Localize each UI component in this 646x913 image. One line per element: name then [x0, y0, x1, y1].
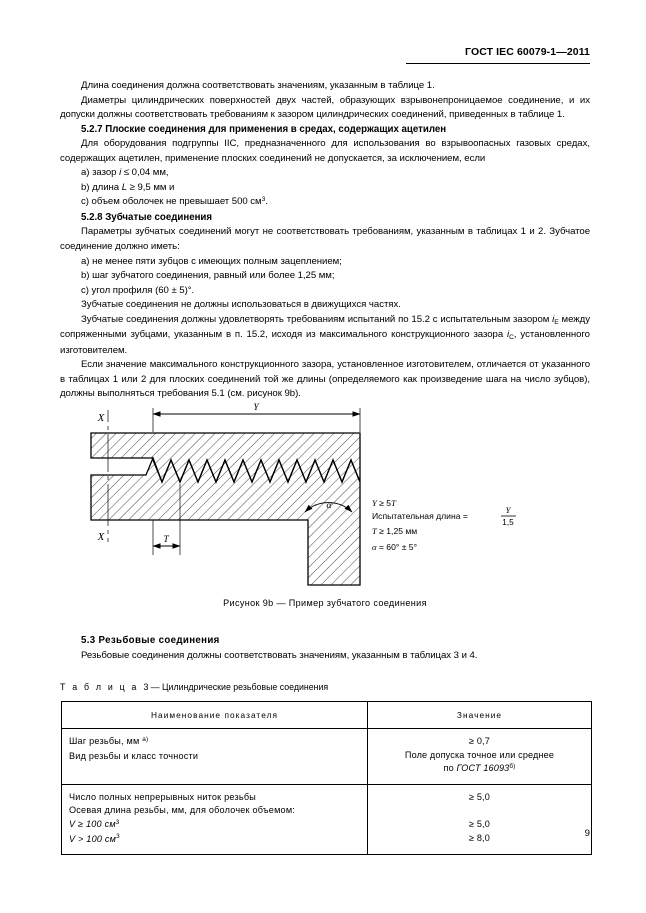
variable-i: i — [119, 167, 122, 179]
variable-i-c: i — [507, 329, 510, 341]
svg-text:T ≥ 1,25 мм: T ≥ 1,25 мм — [372, 526, 418, 536]
page-number: 9 — [584, 828, 590, 839]
table-header-row — [62, 702, 592, 729]
paragraph-1: Длина соединения должна соответствовать значениям, указанным в таблице 1. — [81, 80, 435, 91]
table-cell-name — [62, 729, 368, 785]
table-cell-name — [62, 784, 368, 854]
paragraph-4: Параметры зубчатых соединений могут не соответствовать требованиям, указанным в таблицах 1 и 2. Зубчатое соединение должно иметь: — [60, 226, 590, 253]
footnote-marker-a: а) — [142, 735, 149, 743]
figure-caption: Рисунок 9b — Пример зубчатого соединения — [223, 598, 427, 608]
table-caption-label: Т а б л и ц а — [60, 682, 139, 692]
paragraph-6 — [60, 313, 590, 359]
table-line: ≥ 5,0 — [469, 818, 490, 829]
svg-text:Испытательная длина =: Испытательная длина = — [372, 511, 468, 521]
svg-text:Y: Y — [505, 505, 511, 515]
table-line: Осевая длина резьбы, мм, для оболочек объемом: — [69, 805, 296, 816]
footnote-marker-b: б) — [509, 762, 516, 770]
list-item-a-2: a) не менее пяти зубцов с имеющих полным зацеплением; — [81, 255, 342, 267]
heading-5-2-8: 5.2.8 Зубчатые соединения — [81, 211, 213, 223]
table-line: ≥ 8,0 — [469, 832, 490, 843]
paragraph-7: Если значение максимального конструкционного зазора, установленное изготовителем, отличается от указанного в таблицах 1 или 2 для плоских соединений той же длины (определяемого как произведение шага на число зубцов), должны выполняться требования 5.1 (см. рисунок 9b). — [60, 359, 590, 400]
table-line-volume-ge: V ≥ 100 см — [69, 818, 116, 829]
table-line: ≥ 5,0 — [469, 791, 490, 802]
list-item-a-1-pre: a) зазор — [81, 167, 120, 179]
paragraph-2: Диаметры цилиндрических поверхностей двух частей, образующих взрывонепроницаемое соединение, и их допуски должны соответствовать требованиям к зазором цилиндрических соединений, приведенных в таблице 1. — [60, 94, 590, 121]
paragraph-6-part-3: , установленного изготовителем. — [60, 329, 590, 356]
superscript-cubic: 3 — [115, 818, 120, 826]
header-rule — [406, 63, 590, 64]
paragraph-6-part-1: Зубчатые соединения должны удовлетворять требованиям испытаний по 15.2 с испытательным зазором — [81, 313, 553, 325]
table-line-standard-ref: ГОСТ 16093 — [456, 763, 510, 774]
figure-9b — [60, 400, 590, 595]
subscript-c: C — [509, 334, 514, 342]
table-row — [62, 784, 592, 854]
table-row — [62, 729, 592, 785]
superscript-cubic: 3 — [261, 195, 266, 203]
table-line — [368, 804, 591, 818]
section-5-3-paragraph: Резьбовые соединения должны соответствовать значениям, указанным в таблицах 3 и 4. — [81, 649, 478, 661]
table-caption-dash: — — [150, 682, 160, 692]
table-line-prefix: по — [443, 763, 457, 774]
paragraph-3: Для оборудования подгруппы IIC, предназначенного для использования во взрывоопасных газовых средах, содержащих ацетилен, применение плоских соединений не допускается, за исключением, если — [60, 138, 590, 164]
heading-5-3: 5.3 Резьбовые соединения — [81, 635, 220, 646]
variable-i-e: i — [552, 313, 555, 325]
list-item-a-1-post: ≤ 0,04 мм, — [121, 167, 169, 179]
figure-label-x-top: X — [97, 412, 105, 424]
list-item-c-2: c) угол профиля (60 ± 5)°. — [81, 284, 195, 296]
paragraph-5: Зубчатые соединения не должны использоваться в движущихся частях. — [81, 299, 401, 311]
section-5-3 — [60, 634, 590, 663]
table-line — [69, 735, 367, 750]
list-item-b-1 — [60, 181, 590, 196]
figure-label-alpha: α — [326, 501, 332, 511]
figure-label-y: Y — [253, 403, 259, 413]
svg-text:1,5: 1,5 — [502, 518, 514, 527]
figure-label-x-bottom: X — [97, 531, 105, 543]
page-header: ГОСТ IEC 60079-1—2011 — [465, 46, 590, 58]
table-3-caption — [60, 682, 328, 692]
table-line: Поле допуска точное или среднее — [404, 749, 555, 760]
table-caption-title: Цилиндрические резьбовые соединения — [162, 682, 329, 692]
paragraph-6-part-2: между сопряженными зубцами, указанным в п. 15.2, исходя из максимального конструкционного зазора — [60, 313, 590, 341]
list-item-b-1-pre: b) длина — [81, 181, 122, 193]
table-line-volume-gt: V > 100 см — [69, 833, 117, 844]
table-line: ≥ 0,7 — [469, 736, 490, 746]
superscript-cubic: 3 — [116, 833, 120, 841]
figure-lower-member — [91, 458, 360, 585]
figure-legend — [372, 498, 516, 552]
list-item-c-1-post: . — [265, 196, 268, 208]
list-item-c-1 — [60, 195, 590, 211]
table-line — [368, 762, 591, 777]
variable-L: L — [121, 181, 127, 193]
figure-label-t: T — [163, 535, 169, 545]
table-header-value: Значение — [368, 702, 592, 729]
table-cell-value — [368, 729, 592, 785]
table-header-name: Наименование показателя — [62, 702, 368, 729]
subscript-e: E — [554, 318, 559, 326]
heading-5-2-7: 5.2.7 Плоские соединения для применения в средах, содержащих ацетилен — [81, 123, 447, 135]
svg-text:Y ≥ 5T: Y ≥ 5T — [372, 498, 396, 508]
body-text-block — [60, 79, 590, 402]
table-caption-number: 3 — [143, 682, 149, 692]
table-line-text: Шаг резьбы, мм — [69, 736, 143, 746]
table-line: Вид резьбы и класс точности — [69, 750, 199, 761]
list-item-c-1-pre: c) объем оболочек не превышает 500 см — [81, 196, 262, 208]
list-item-a-1 — [60, 166, 590, 181]
svg-text:α = 60° ± 5°: α = 60° ± 5° — [372, 542, 418, 552]
table-line: Число полных непрерывных ниток резьбы — [69, 791, 257, 802]
list-item-b-2: b) шаг зубчатого соединения, равный или более 1,25 мм; — [81, 270, 335, 282]
list-item-b-1-post: ≥ 9,5 мм и — [127, 181, 175, 193]
table-cell-value — [368, 784, 592, 854]
